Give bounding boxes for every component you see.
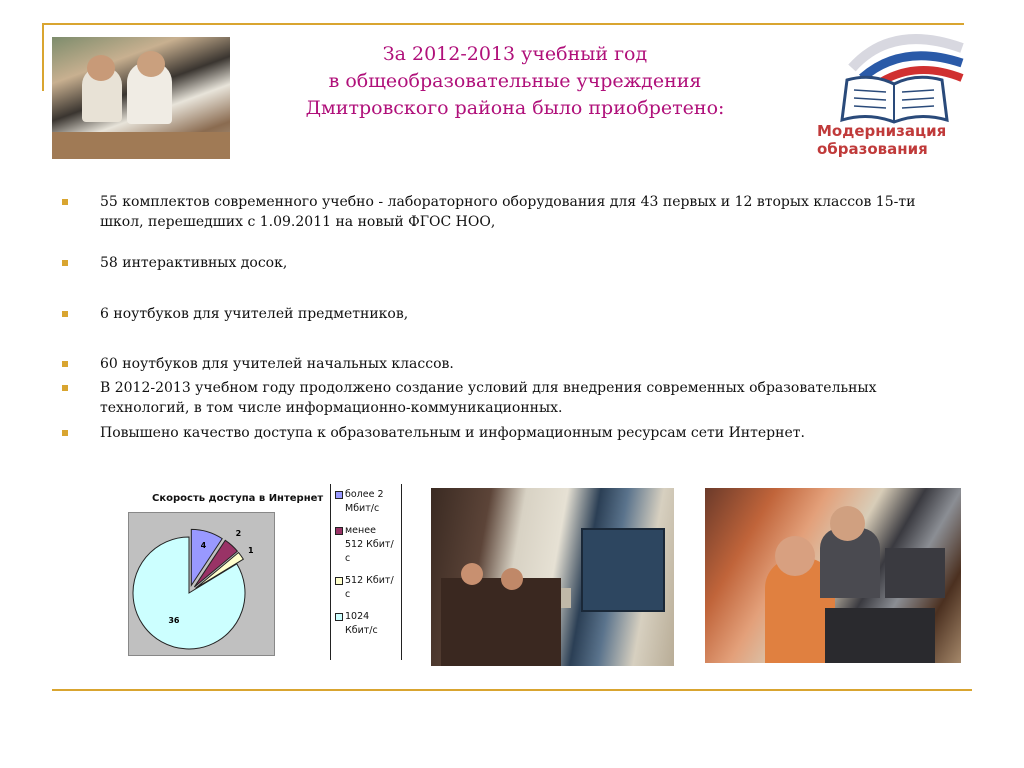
chart-legend xyxy=(330,484,402,660)
legend-label: более 2 Мбит/с xyxy=(345,489,384,514)
logo-text-modernization: Модернизация xyxy=(817,122,947,140)
bullet-square-icon xyxy=(62,199,68,205)
legend-swatch xyxy=(335,527,343,535)
pie-data-label: 4 xyxy=(200,541,207,551)
classroom-photo xyxy=(52,37,230,159)
bullet-text: 58 интерактивных досок, xyxy=(100,255,288,271)
legend-entry xyxy=(331,524,397,566)
pie-data-label: 36 xyxy=(168,615,180,625)
legend-label: 1024 Кбит/с xyxy=(345,611,378,636)
bullet-item xyxy=(60,192,940,232)
bullet-text: В 2012-2013 учебном году продолжено создание условий для внедрения современных образовательных технологий, в том числе информационно-коммуникационных. xyxy=(100,380,877,416)
chart-title: Скорость доступа в Интернет xyxy=(152,493,324,504)
bullet-square-icon xyxy=(62,361,68,367)
legend-entry xyxy=(331,488,397,516)
legend-swatch xyxy=(335,613,343,621)
logo-text-education: образования xyxy=(817,140,928,158)
bullet-item xyxy=(60,354,940,374)
children-laptops-photo xyxy=(705,488,961,663)
title-line-3: Дмитровского района было приобретено: xyxy=(305,97,725,119)
bullet-square-icon xyxy=(62,385,68,391)
bullet-text: 55 комплектов современного учебно - лабораторного оборудования для 43 первых и 12 вторых классов 15-ти школ, перешедших с 1.09.2011 на новый ФГОС НОО, xyxy=(100,194,916,230)
pie-data-label: 2 xyxy=(235,528,242,538)
title-line-2: в общеобразовательные учреждения xyxy=(328,70,702,92)
bullet-item xyxy=(60,378,940,418)
pie-data-label: 1 xyxy=(248,545,254,555)
title-line-1: За 2012-2013 учебный год xyxy=(382,43,648,65)
bullet-square-icon xyxy=(62,430,68,436)
bullet-text: 6 ноутбуков для учителей предметников, xyxy=(100,306,409,322)
classroom-whiteboard-photo xyxy=(431,488,674,666)
legend-label: 512 Кбит/с xyxy=(345,575,394,600)
bullet-square-icon xyxy=(62,260,68,266)
bullet-text: 60 ноутбуков для учителей начальных классов. xyxy=(100,356,454,372)
legend-swatch xyxy=(335,491,343,499)
legend-label: менее 512 Кбит/с xyxy=(345,525,394,564)
legend-swatch xyxy=(335,577,343,585)
legend-entry xyxy=(331,574,397,602)
bullet-square-icon xyxy=(62,311,68,317)
bullet-text: Повышено качество доступа к образовательным и информационным ресурсам сети Интернет. xyxy=(100,425,805,441)
bullet-item xyxy=(60,423,940,443)
bottom-frame-line xyxy=(52,689,972,691)
bullet-list xyxy=(60,192,940,443)
bullet-item xyxy=(60,304,940,324)
legend-entry xyxy=(331,610,397,638)
pie-chart xyxy=(129,513,274,655)
top-frame-line xyxy=(42,23,964,25)
bullet-item xyxy=(60,253,940,273)
left-frame-line xyxy=(42,23,44,91)
